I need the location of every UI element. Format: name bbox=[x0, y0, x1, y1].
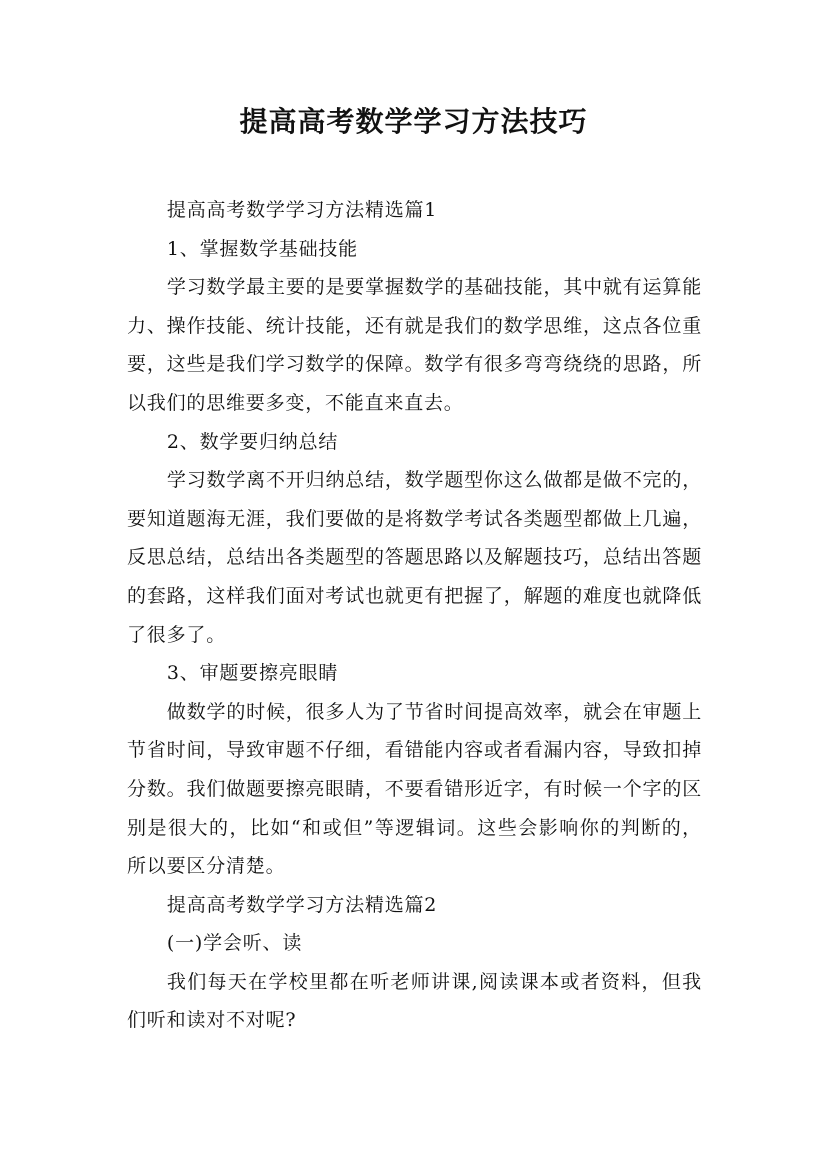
subheading-4: (一)学会听、读 bbox=[166, 932, 303, 955]
section-heading-1: 提高高考数学学习方法精选篇1 bbox=[166, 199, 438, 221]
document-title: 提高高考数学学习方法技巧 bbox=[239, 105, 588, 138]
body-paragraph-1: 学习数学最主要的是要掌握数学的基础技能，其中就有运算能力、操作技能、统计技能，还有就是我们的数学思维，这点各位重要，这些是我们学习数学的保障。数学有很多弯弯绕绕的思路，所以我们的思维要多变，不能直来直去。 bbox=[127, 276, 702, 414]
subheading-1: 1、掌握数学基础技能 bbox=[166, 237, 358, 260]
body-paragraph-3: 做数学的时候，很多人为了节省时间提高效率，就会在审题上节省时间，导致审题不仔细，看错能内容或者看漏内容，导致扣掉分数。我们做题要擦亮眼睛，不要看错形近字，有时候一个字的区别是很大的，比如“和或但”等逻辑词。这些会影响你的判断的，所以要区分清楚。 bbox=[127, 700, 702, 878]
subheading-2: 2、数学要归纳总结 bbox=[166, 430, 339, 453]
body-paragraph-4: 我们每天在学校里都在听老师讲课,阅读课本或者资料，但我们听和读对不对呢? bbox=[127, 970, 702, 1032]
subheading-3: 3、审题要擦亮眼睛 bbox=[166, 662, 339, 685]
document-body bbox=[127, 191, 702, 1040]
section-heading-2: 提高高考数学学习方法精选篇2 bbox=[166, 893, 438, 916]
body-paragraph-2: 学习数学离不开归纳总结，数学题型你这么做都是做不完的，要知道题海无涯，我们要做的是将数学考试各类题型都做上几遍，反思总结，总结出各类题型的答题思路以及解题技巧，总结出答题的套路，这样我们面对考试也就更有把握了，解题的难度也就降低了很多了。 bbox=[127, 469, 702, 646]
